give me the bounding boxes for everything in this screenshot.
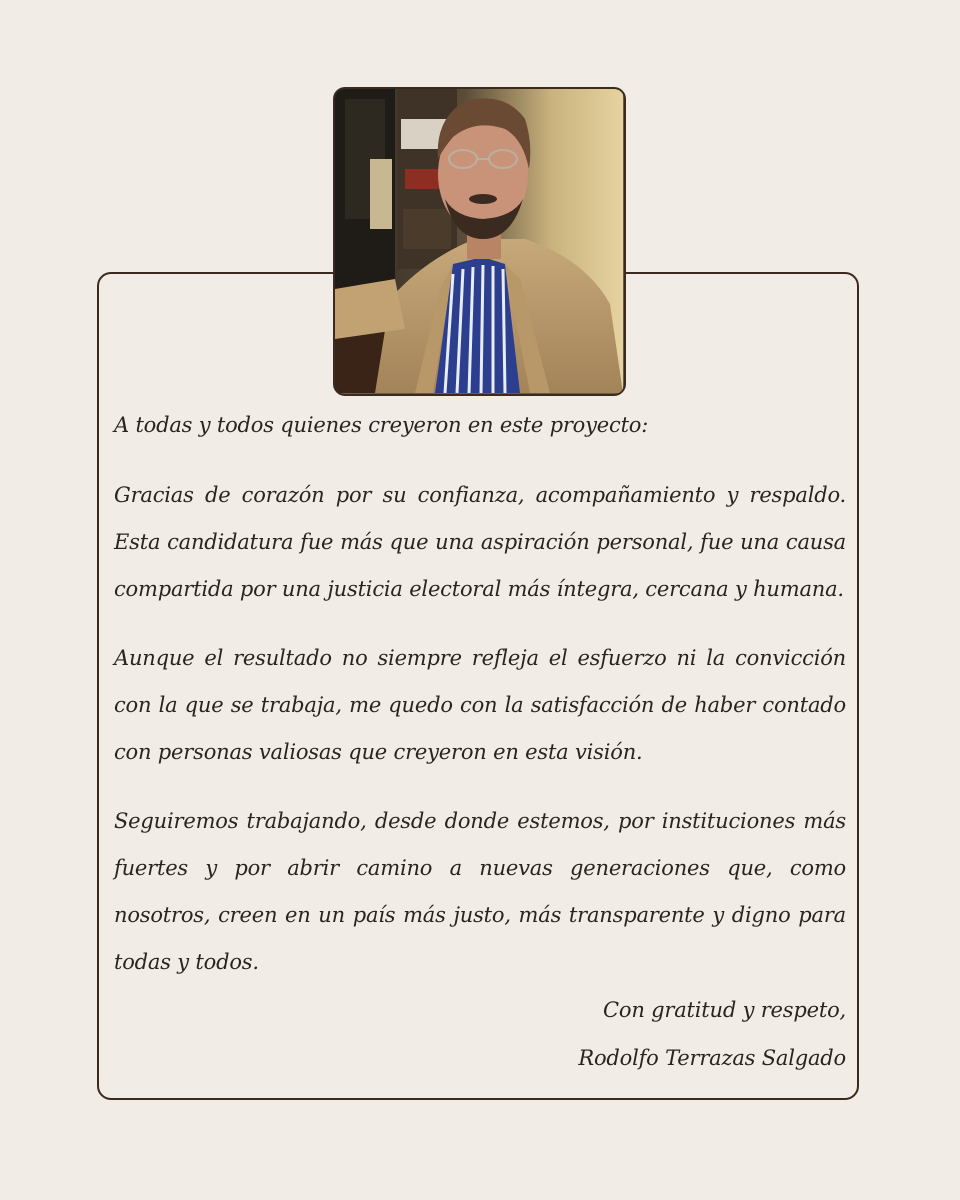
letter-body [114, 402, 846, 1082]
letter-greeting: A todas y todos quienes creyeron en este proyecto: [114, 413, 649, 437]
letter-paragraph-1: Gracias de corazón por su confianza, acompañamiento y respaldo. Esta candidatura fue más que una aspiración personal, fue una causa compartida por una justicia electoral más íntegra, cercana y humana. [114, 483, 846, 601]
letter-paragraph-3: Seguiremos trabajando, desde donde estemos, por instituciones más fuertes y por abrir camino a nuevas generaciones que, como nosotros, creen en un país más justo, más transparente y digno para todas y todos. [114, 809, 846, 974]
portrait-photo [333, 87, 626, 396]
letter-closing: Con gratitud y respeto, [603, 998, 846, 1022]
letter-signature: Rodolfo Terrazas Salgado [578, 1046, 846, 1070]
letter-paragraph-2: Aunque el resultado no siempre refleja el esfuerzo ni la convicción con la que se trabaja, me quedo con la satisfacción de haber contado con personas valiosas que creyeron en esta visión. [114, 646, 846, 764]
